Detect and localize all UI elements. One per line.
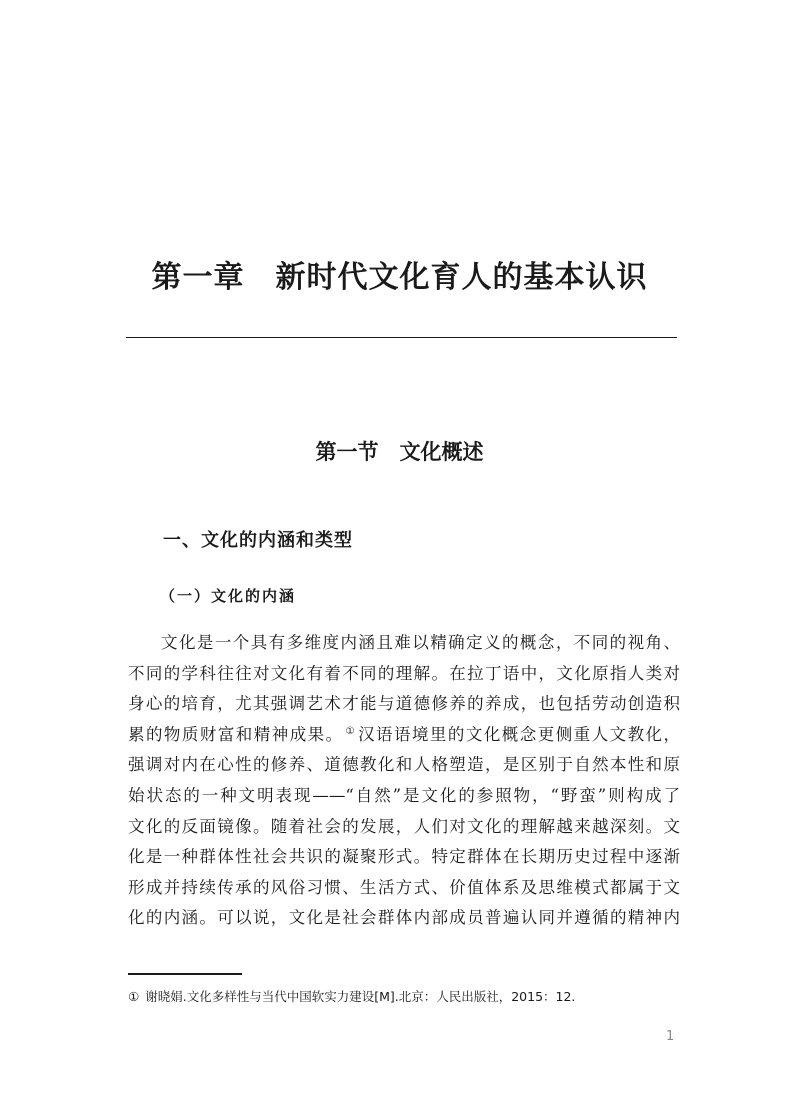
- footnote-mark: ①: [128, 989, 140, 1004]
- footnote-divider: [128, 973, 242, 975]
- chapter-title: 第一章 新时代文化育人的基本认识: [151, 260, 648, 295]
- paragraph-line: 化的内涵。可以说，文化是社会群体内部成员普遍认同并遵循的精神内: [128, 908, 680, 928]
- paragraph-line: 化是一种群体性社会共识的凝聚形式。特定群体在长期历史过程中逐渐: [128, 847, 680, 867]
- footnote: [128, 987, 575, 1005]
- paragraph-line: 身心的培育，尤其强调艺术才能与道德修养的养成，也包括劳动创造积: [128, 694, 680, 714]
- paragraph-line: 不同的学科往往对文化有着不同的理解。在拉丁语中，文化原指人类对: [128, 663, 680, 683]
- paragraph-line-part: 汉语语境里的文化概念更侧重人文教化，: [358, 724, 681, 744]
- paragraph-line: 文化是一个具有多维度内涵且难以精确定义的概念，不同的视角、: [161, 633, 680, 652]
- heading-level-2: （一）文化的内涵: [160, 587, 297, 605]
- chapter-divider: [126, 337, 677, 338]
- heading-level-1: 一、文化的内涵和类型: [163, 530, 353, 551]
- paragraph-line: 始状态的一种文明表现——“自然”是文化的参照物，“野蛮”则构成了: [128, 785, 680, 805]
- paragraph-line: 文化的反面镜像。随着社会的发展，人们对文化的理解越来越深刻。文: [128, 816, 680, 836]
- paragraph-line-with-footnote: [128, 720, 680, 751]
- paragraph-line-part: 累的物质财富和精神成果。: [128, 724, 344, 744]
- footnote-reference[interactable]: ①: [345, 725, 357, 737]
- body-paragraph: [128, 628, 680, 934]
- section-title: 第一节 文化概述: [315, 439, 484, 464]
- footnote-text: 谢晓娟.文化多样性与当代中国软实力建设[M].北京：人民出版社，2015：12.: [145, 989, 576, 1004]
- page-number: 1: [666, 1029, 675, 1044]
- paragraph-line: 形成并持续传承的风俗习惯、生活方式、价值体系及思维模式都属于文: [128, 877, 680, 897]
- paragraph-line: 强调对内在心性的修养、道德教化和人格塑造，是区别于自然本性和原: [128, 755, 680, 775]
